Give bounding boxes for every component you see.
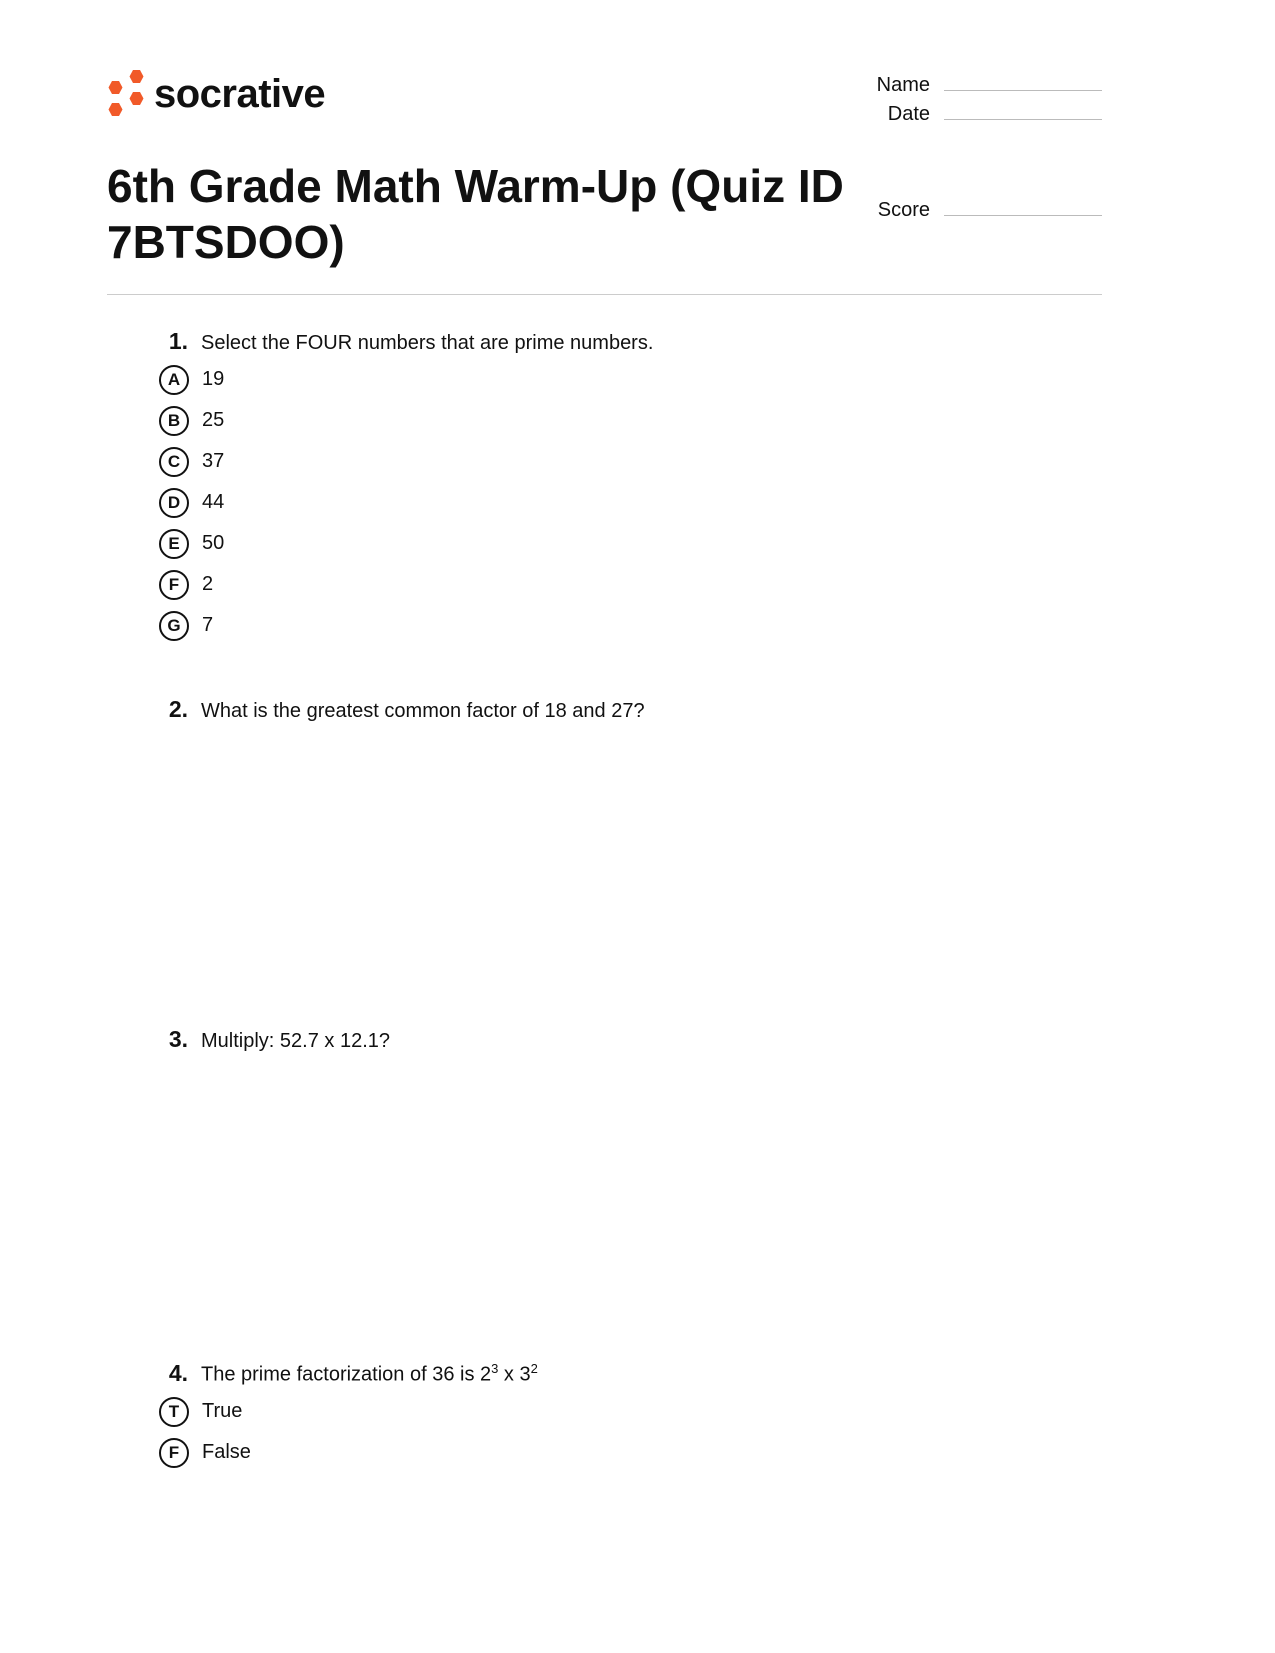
option-bubble[interactable]: F xyxy=(159,1438,189,1468)
hexagon-logo-icon xyxy=(107,70,147,120)
question-text: Multiply: 52.7 x 12.1? xyxy=(201,1030,390,1052)
option-bubble[interactable]: F xyxy=(159,570,189,600)
option-text: 50 xyxy=(202,532,225,554)
question-number: 2. xyxy=(168,696,188,722)
option-text: False xyxy=(202,1441,251,1463)
score-line[interactable] xyxy=(944,215,1102,216)
option-bubble[interactable]: T xyxy=(159,1397,189,1427)
question-3 xyxy=(150,1026,390,1053)
option-e[interactable] xyxy=(159,523,653,564)
option-bubble[interactable]: G xyxy=(159,611,189,641)
option-text: 7 xyxy=(202,614,214,636)
name-field[interactable] xyxy=(810,74,1102,97)
question-text: Select the FOUR numbers that are prime numbers. xyxy=(201,332,654,354)
option-text: 2 xyxy=(202,573,214,595)
option-true[interactable] xyxy=(159,1391,538,1432)
option-text: 19 xyxy=(202,368,225,390)
option-b[interactable] xyxy=(159,400,653,441)
question-text: What is the greatest common factor of 18 and 27? xyxy=(201,700,645,722)
date-label: Date xyxy=(887,103,930,125)
option-g[interactable] xyxy=(159,605,653,646)
option-bubble[interactable]: A xyxy=(159,365,189,395)
option-bubble[interactable]: B xyxy=(159,406,189,436)
option-text: True xyxy=(202,1400,243,1422)
score-label: Score xyxy=(877,199,930,221)
question-text: The prime factorization of 36 is $2^3$ x $3^2$ xyxy=(201,1361,538,1386)
option-text: 25 xyxy=(202,409,225,431)
option-bubble[interactable]: C xyxy=(159,447,189,477)
question-2 xyxy=(150,696,645,723)
option-bubble[interactable]: D xyxy=(159,488,189,518)
date-line[interactable] xyxy=(944,119,1102,120)
option-c[interactable] xyxy=(159,441,653,482)
question-4 xyxy=(150,1360,538,1473)
option-d[interactable] xyxy=(159,482,653,523)
logo-wordmark: socrative xyxy=(154,72,326,116)
question-number: 3. xyxy=(168,1026,188,1052)
divider xyxy=(107,294,1102,295)
question-number: 1. xyxy=(168,328,188,354)
option-f[interactable] xyxy=(159,564,653,605)
page-title: 6th Grade Math Warm-Up (Quiz ID 7BTSDOO) xyxy=(107,160,844,268)
score-field[interactable] xyxy=(810,199,1102,222)
option-a[interactable] xyxy=(159,359,653,400)
question-1 xyxy=(150,328,653,646)
name-label: Name xyxy=(876,74,930,96)
option-bubble[interactable]: E xyxy=(159,529,189,559)
name-line[interactable] xyxy=(944,90,1102,91)
date-field[interactable] xyxy=(810,103,1102,126)
option-text: 37 xyxy=(202,450,225,472)
socrative-logo xyxy=(107,70,347,120)
option-text: 44 xyxy=(202,491,225,513)
option-false[interactable] xyxy=(159,1432,538,1473)
question-number: 4. xyxy=(168,1360,188,1386)
